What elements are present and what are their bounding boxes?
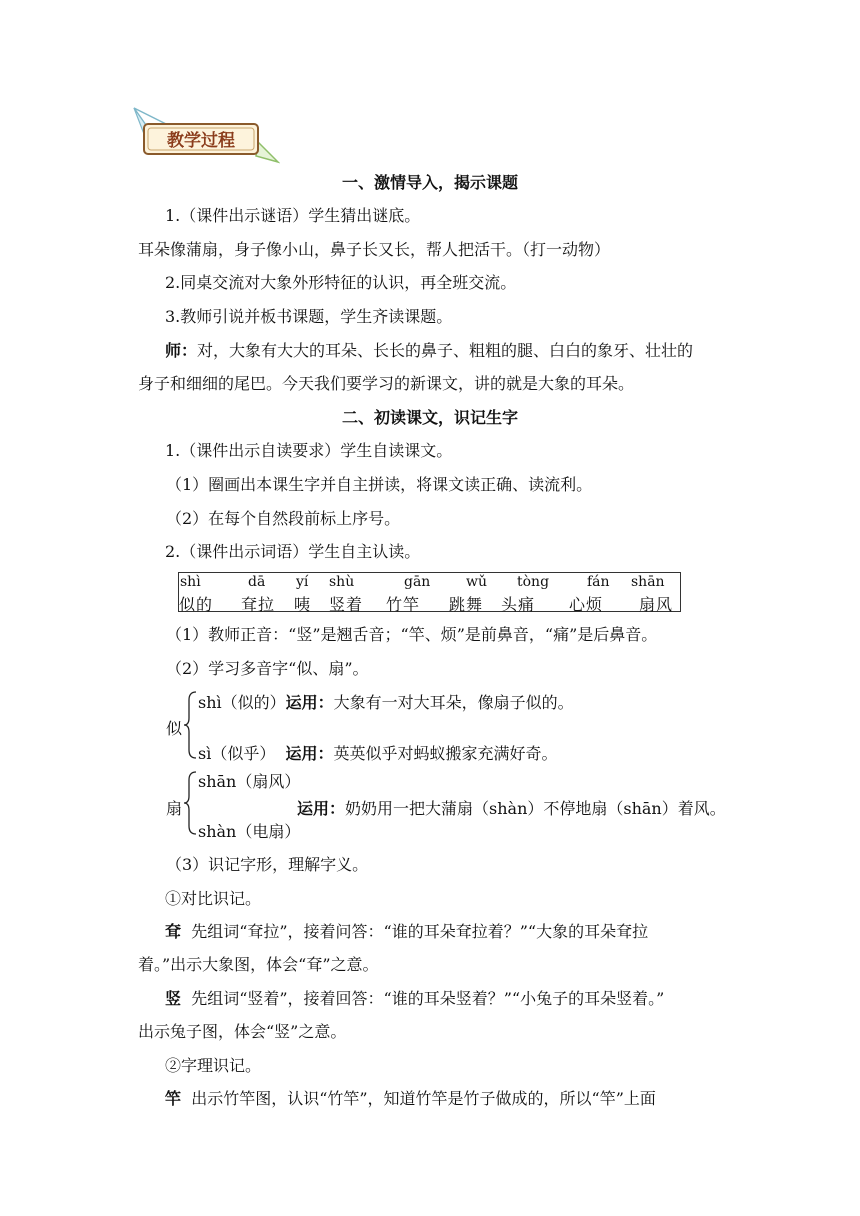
sub-item: （1）圈画出本课生字并自主拼读，将课文读正确、读流利。: [166, 475, 593, 494]
word: 头痛: [501, 595, 536, 614]
teacher-text-continued: 身子和细细的尾巴。今天我们要学习的新课文，讲的就是大象的耳朵。: [138, 374, 635, 393]
char-explanation: [165, 1082, 765, 1115]
pinyin: dā: [248, 574, 266, 590]
reading: shì（似的）: [198, 693, 286, 712]
polyphone-char: 扇: [166, 799, 183, 818]
method-title: ②字理识记。: [165, 1056, 262, 1075]
paragraph: 1.（课件出示谜语）学生猜出谜底。: [165, 206, 421, 225]
method-title: ①对比识记。: [165, 889, 262, 908]
reading: sì（似乎）: [198, 744, 276, 763]
char-label: 竖: [165, 989, 182, 1008]
paper-plane-icon: [256, 142, 278, 162]
pinyin: shì: [180, 574, 201, 590]
polyphone-reading: [198, 686, 798, 719]
brace-icon: [183, 770, 197, 836]
polyphone-reading: shān（扇风）: [198, 772, 301, 791]
polyphone-char: 似: [166, 719, 183, 738]
pinyin: gān: [404, 574, 431, 590]
char-explanation: [165, 982, 765, 1015]
pinyin: wǔ: [466, 574, 487, 590]
usage-label: 运用：: [285, 744, 334, 763]
explanation-text-continued: 着。”出示大象图，体会“耷”之意。: [138, 955, 379, 974]
usage-label: 运用：: [285, 693, 334, 712]
usage-text: 英英似乎对蚂蚁搬家充满好奇。: [333, 744, 558, 763]
sub-item: （2）在每个自然段前标上序号。: [166, 509, 401, 528]
teacher-line: [165, 334, 765, 367]
usage-text: 奶奶用一把大蒲扇（shàn）不停地扇（shān）着风。: [345, 799, 726, 818]
paragraph: 2.（课件出示词语）学生自主认读。: [165, 542, 421, 561]
word: 心烦: [569, 595, 604, 614]
word: 竹竿: [386, 595, 421, 614]
explanation-text-continued: 出示兔子图，体会“竖”之意。: [138, 1022, 347, 1041]
word: 跳舞: [449, 595, 484, 614]
riddle-text: 耳朵像蒲扇，身子像小山，鼻子长又长，帮人把活干。（打一动物）: [138, 240, 611, 259]
teacher-label: 师：: [165, 341, 198, 360]
pinyin: fán: [587, 574, 610, 590]
teaching-process-badge: [130, 104, 280, 168]
char-label: 竿: [165, 1089, 182, 1108]
sub-item: （2）学习多音字“似、扇”。: [166, 659, 369, 678]
word: 耷拉: [241, 595, 276, 614]
section-heading-1: 一、激情导入，揭示课题: [341, 173, 518, 192]
sub-item: （1）教师正音：“竖”是翘舌音；“竿、烦”是前鼻音，“痛”是后鼻音。: [166, 625, 658, 644]
paragraph: 3.教师引说并板书课题，学生齐读课题。: [165, 307, 453, 326]
paragraph: 2.同桌交流对大象外形特征的认识，再全班交流。: [165, 273, 517, 292]
pinyin: shān: [631, 574, 665, 590]
char-explanation: [165, 915, 765, 948]
paragraph: 1.（课件出示自读要求）学生自读课文。: [165, 441, 453, 460]
section-heading-2: 二、初读课文，识记生字: [341, 408, 518, 427]
word: 竖着: [329, 595, 364, 614]
brace-icon: [183, 690, 197, 760]
explanation-text: 出示竹竿图，认识“竹竿”，知道竹竿是竹子做成的，所以“竿”上面: [191, 1089, 656, 1108]
word: 似的: [179, 595, 214, 614]
usage-text: 大象有一对大耳朵，像扇子似的。: [333, 693, 574, 712]
pinyin-word-table: [178, 572, 681, 612]
word: 扇风: [639, 595, 674, 614]
usage-label: 运用：: [297, 799, 346, 818]
explanation-text: 先组词“竖着”，接着回答：“谁的耳朵竖着？”“小兔子的耳朵竖着。”: [191, 989, 665, 1008]
sub-item: （3）识记字形，理解字义。: [166, 855, 369, 874]
pinyin: tòng: [517, 574, 550, 590]
pinyin: shù: [329, 574, 355, 590]
pinyin: yí: [296, 574, 309, 590]
polyphone-reading: shàn（电扇）: [198, 822, 301, 841]
badge-label: 教学过程: [167, 131, 235, 151]
teacher-text: 对，大象有大大的耳朵、长长的鼻子、粗粗的腿、白白的象牙、壮壮的: [197, 341, 694, 360]
word: 咦: [294, 595, 312, 614]
explanation-text: 先组词“耷拉”，接着问答：“谁的耳朵耷拉着？”“大象的耳朵耷拉: [191, 922, 649, 941]
char-label: 耷: [165, 922, 182, 941]
